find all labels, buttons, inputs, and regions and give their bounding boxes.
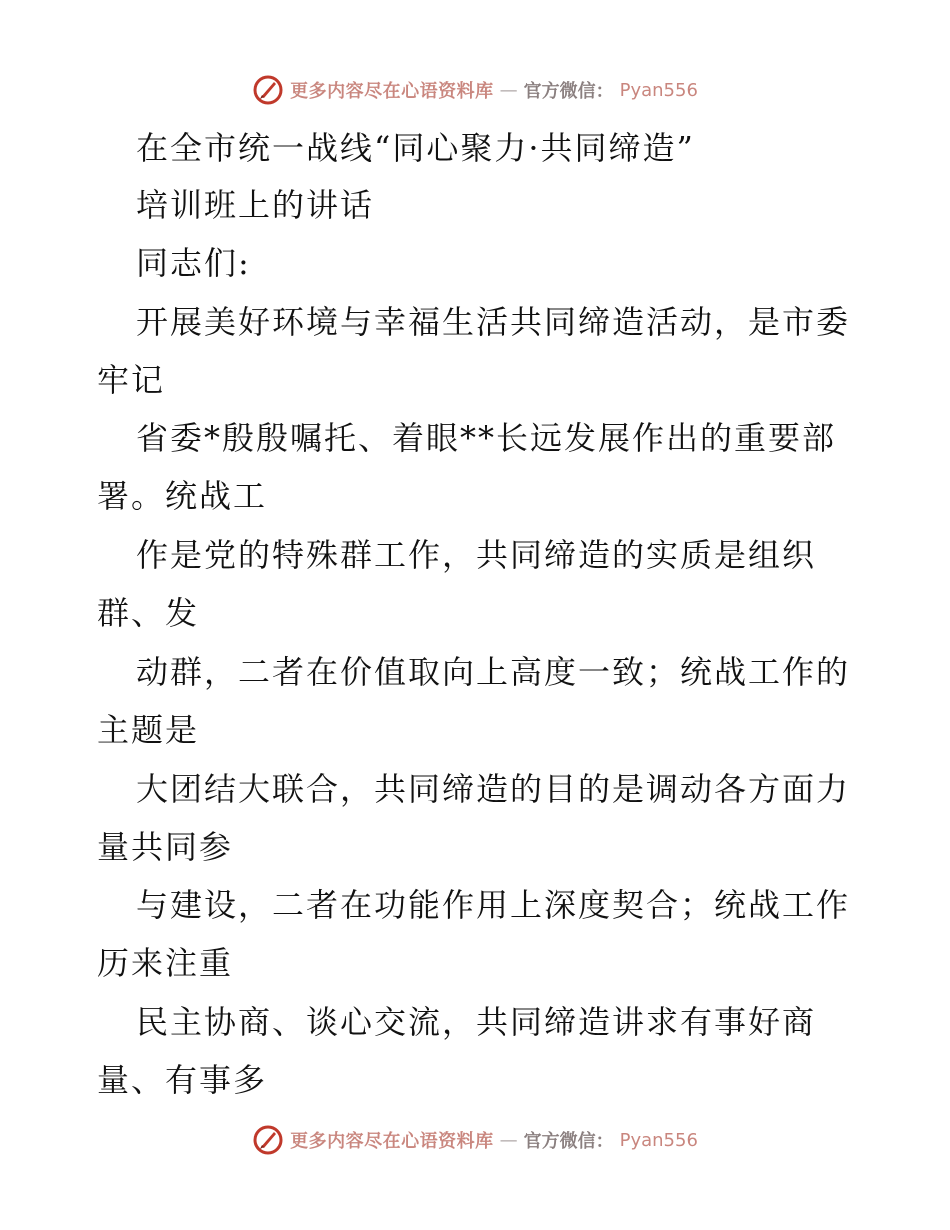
salutation: 同志们: [136,244,251,282]
watermark-sub-text: 官方微信： [523,1131,614,1152]
paragraph-line: 动群，二者在价值取向上高度一致；统战工作的 [136,653,851,691]
watermark-group [252,74,698,106]
watermark-main-text: 更多内容尽在心语资料库 [290,81,494,102]
document-title-line-1: 在全市统一战线“同心聚力·共同缔造” [136,129,695,167]
paragraph-line: 历来注重 [97,944,234,982]
paragraph-line: 民主协商、谈心交流，共同缔造讲求有事好商 [136,1003,817,1041]
paragraph-line: 与建设，二者在功能作用上深度契合；统战工作 [136,886,851,924]
quill-logo-icon [252,74,284,106]
paragraph-line: 量共同参 [97,828,234,866]
watermark-wechat-id: Pyan556 [619,79,698,101]
paragraph-line: 大团结大联合，共同缔造的目的是调动各方面力 [136,770,851,808]
watermark-sub-text: 官方微信： [523,81,614,102]
paragraph-line: 牢记 [97,361,166,399]
watermark-separator: — [499,1129,518,1151]
header-watermark [0,72,950,108]
paragraph-line: 群、发 [97,594,200,632]
paragraph-line: 主题是 [97,711,200,749]
watermark-separator: — [499,79,518,101]
watermark-main-text: 更多内容尽在心语资料库 [290,1131,494,1152]
paragraph-line: 省委*殷殷嘱托、着眼**长远发展作出的重要部 [136,419,837,457]
paragraph-line: 开展美好环境与幸福生活共同缔造活动，是市委 [136,303,851,341]
paragraph-line: 量、有事多 [97,1061,268,1099]
document-title-line-2: 培训班上的讲话 [136,186,375,224]
paragraph-line: 署。统战工 [97,477,268,515]
quill-logo-icon [252,1124,284,1156]
watermark-wechat-id: Pyan556 [619,1129,698,1151]
footer-watermark [0,1122,950,1158]
paragraph-line: 作是党的特殊群工作，共同缔造的实质是组织 [136,536,817,574]
watermark-group [252,1124,698,1156]
